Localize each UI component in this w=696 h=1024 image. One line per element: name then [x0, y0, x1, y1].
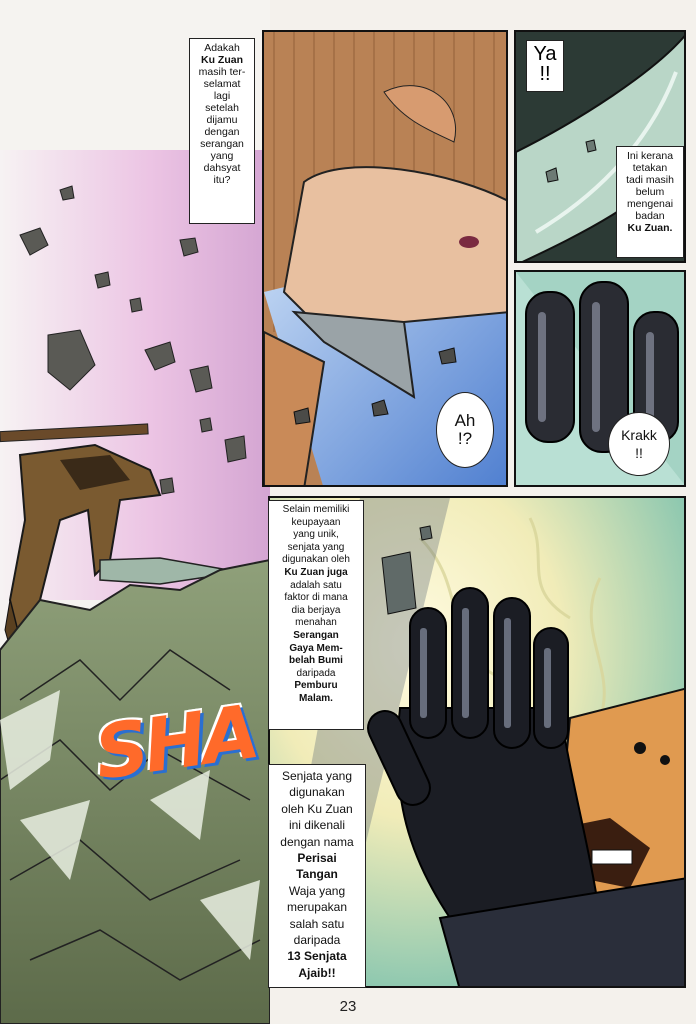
speech-bubble-ah	[436, 392, 494, 468]
caption-line: oleh Ku Zuan	[281, 801, 353, 816]
caption-line: mengenai	[626, 198, 674, 210]
bubble-line: Ya	[533, 43, 557, 65]
caption-line: Perisai	[297, 851, 337, 866]
caption-line: dijamu	[206, 114, 238, 126]
caption-line: faktor di mana	[284, 592, 348, 604]
caption-top-left	[189, 38, 255, 224]
caption-line: Ku Zuan	[201, 54, 243, 66]
caption-top-right	[616, 146, 684, 258]
panel-gauntlet-fingers	[514, 270, 686, 487]
bubble-line: Krakk	[621, 427, 657, 443]
caption-line: Ini kerana	[626, 150, 674, 162]
caption-line: Waja yang	[288, 883, 346, 898]
caption-line: daripada	[293, 933, 341, 948]
caption-line: belah Bumi	[289, 655, 343, 667]
caption-line: belum	[635, 186, 665, 198]
caption-line: Senjata yang	[281, 769, 353, 783]
caption-line: selamat	[203, 78, 241, 90]
caption-line: Ku Zuan juga	[284, 566, 348, 578]
panel-blade	[514, 30, 686, 263]
panel-face-closeup	[262, 30, 508, 487]
caption-line: keupayaan	[291, 516, 341, 528]
caption-line: adalah satu	[290, 579, 342, 591]
bubble-line: Ah	[454, 411, 476, 430]
bubble-line: !!	[539, 63, 551, 85]
caption-line: merupakan	[286, 900, 348, 915]
caption-line: menahan	[295, 617, 337, 629]
bubble-line: !?	[457, 429, 473, 448]
caption-line: dengan	[204, 126, 240, 138]
caption-line: salah satu	[289, 916, 345, 931]
caption-line: masih ter-	[198, 66, 246, 78]
caption-line: tadi masih	[626, 174, 674, 186]
caption-line: dia berjaya	[291, 604, 341, 616]
caption-line: Tangan	[296, 867, 338, 882]
speech-bubble-krakk	[608, 412, 670, 476]
caption-bottom	[268, 764, 366, 988]
caption-line: Pemburu	[294, 680, 338, 692]
caption-line: serangan	[200, 138, 244, 150]
caption-line: Gaya Mem-	[289, 642, 343, 654]
caption-line: yang	[210, 150, 234, 162]
caption-line: Serangan	[293, 629, 339, 641]
caption-line: dengan nama	[280, 834, 354, 849]
caption-line: tetakan	[632, 162, 668, 174]
speech-ya	[526, 40, 564, 92]
caption-line: daripada	[296, 667, 336, 679]
caption-line: Malam.	[299, 692, 333, 704]
caption-line: Selain memiliki	[282, 504, 350, 515]
caption-line: itu?	[213, 174, 231, 186]
page-number: 23	[339, 998, 357, 1015]
caption-middle	[268, 500, 364, 730]
caption-line: yang unik,	[293, 529, 339, 541]
caption-line: senjata yang	[287, 541, 345, 553]
caption-line: Ku Zuan.	[627, 222, 673, 234]
caption-line: digunakan oleh	[282, 554, 350, 566]
caption-line: setelah	[205, 102, 239, 114]
caption-line: ini dikenali	[288, 818, 346, 833]
caption-line: digunakan	[289, 785, 345, 800]
caption-line: 13 Senjata	[287, 949, 347, 964]
bubble-line: !!	[635, 445, 643, 461]
caption-line: lagi	[213, 90, 231, 102]
caption-line: Ajaib!!	[298, 965, 336, 980]
sfx-sha: SHA	[89, 689, 261, 797]
caption-line: badan	[635, 210, 665, 222]
caption-line: Adakah	[204, 42, 240, 54]
caption-line: dahsyat	[203, 162, 241, 174]
